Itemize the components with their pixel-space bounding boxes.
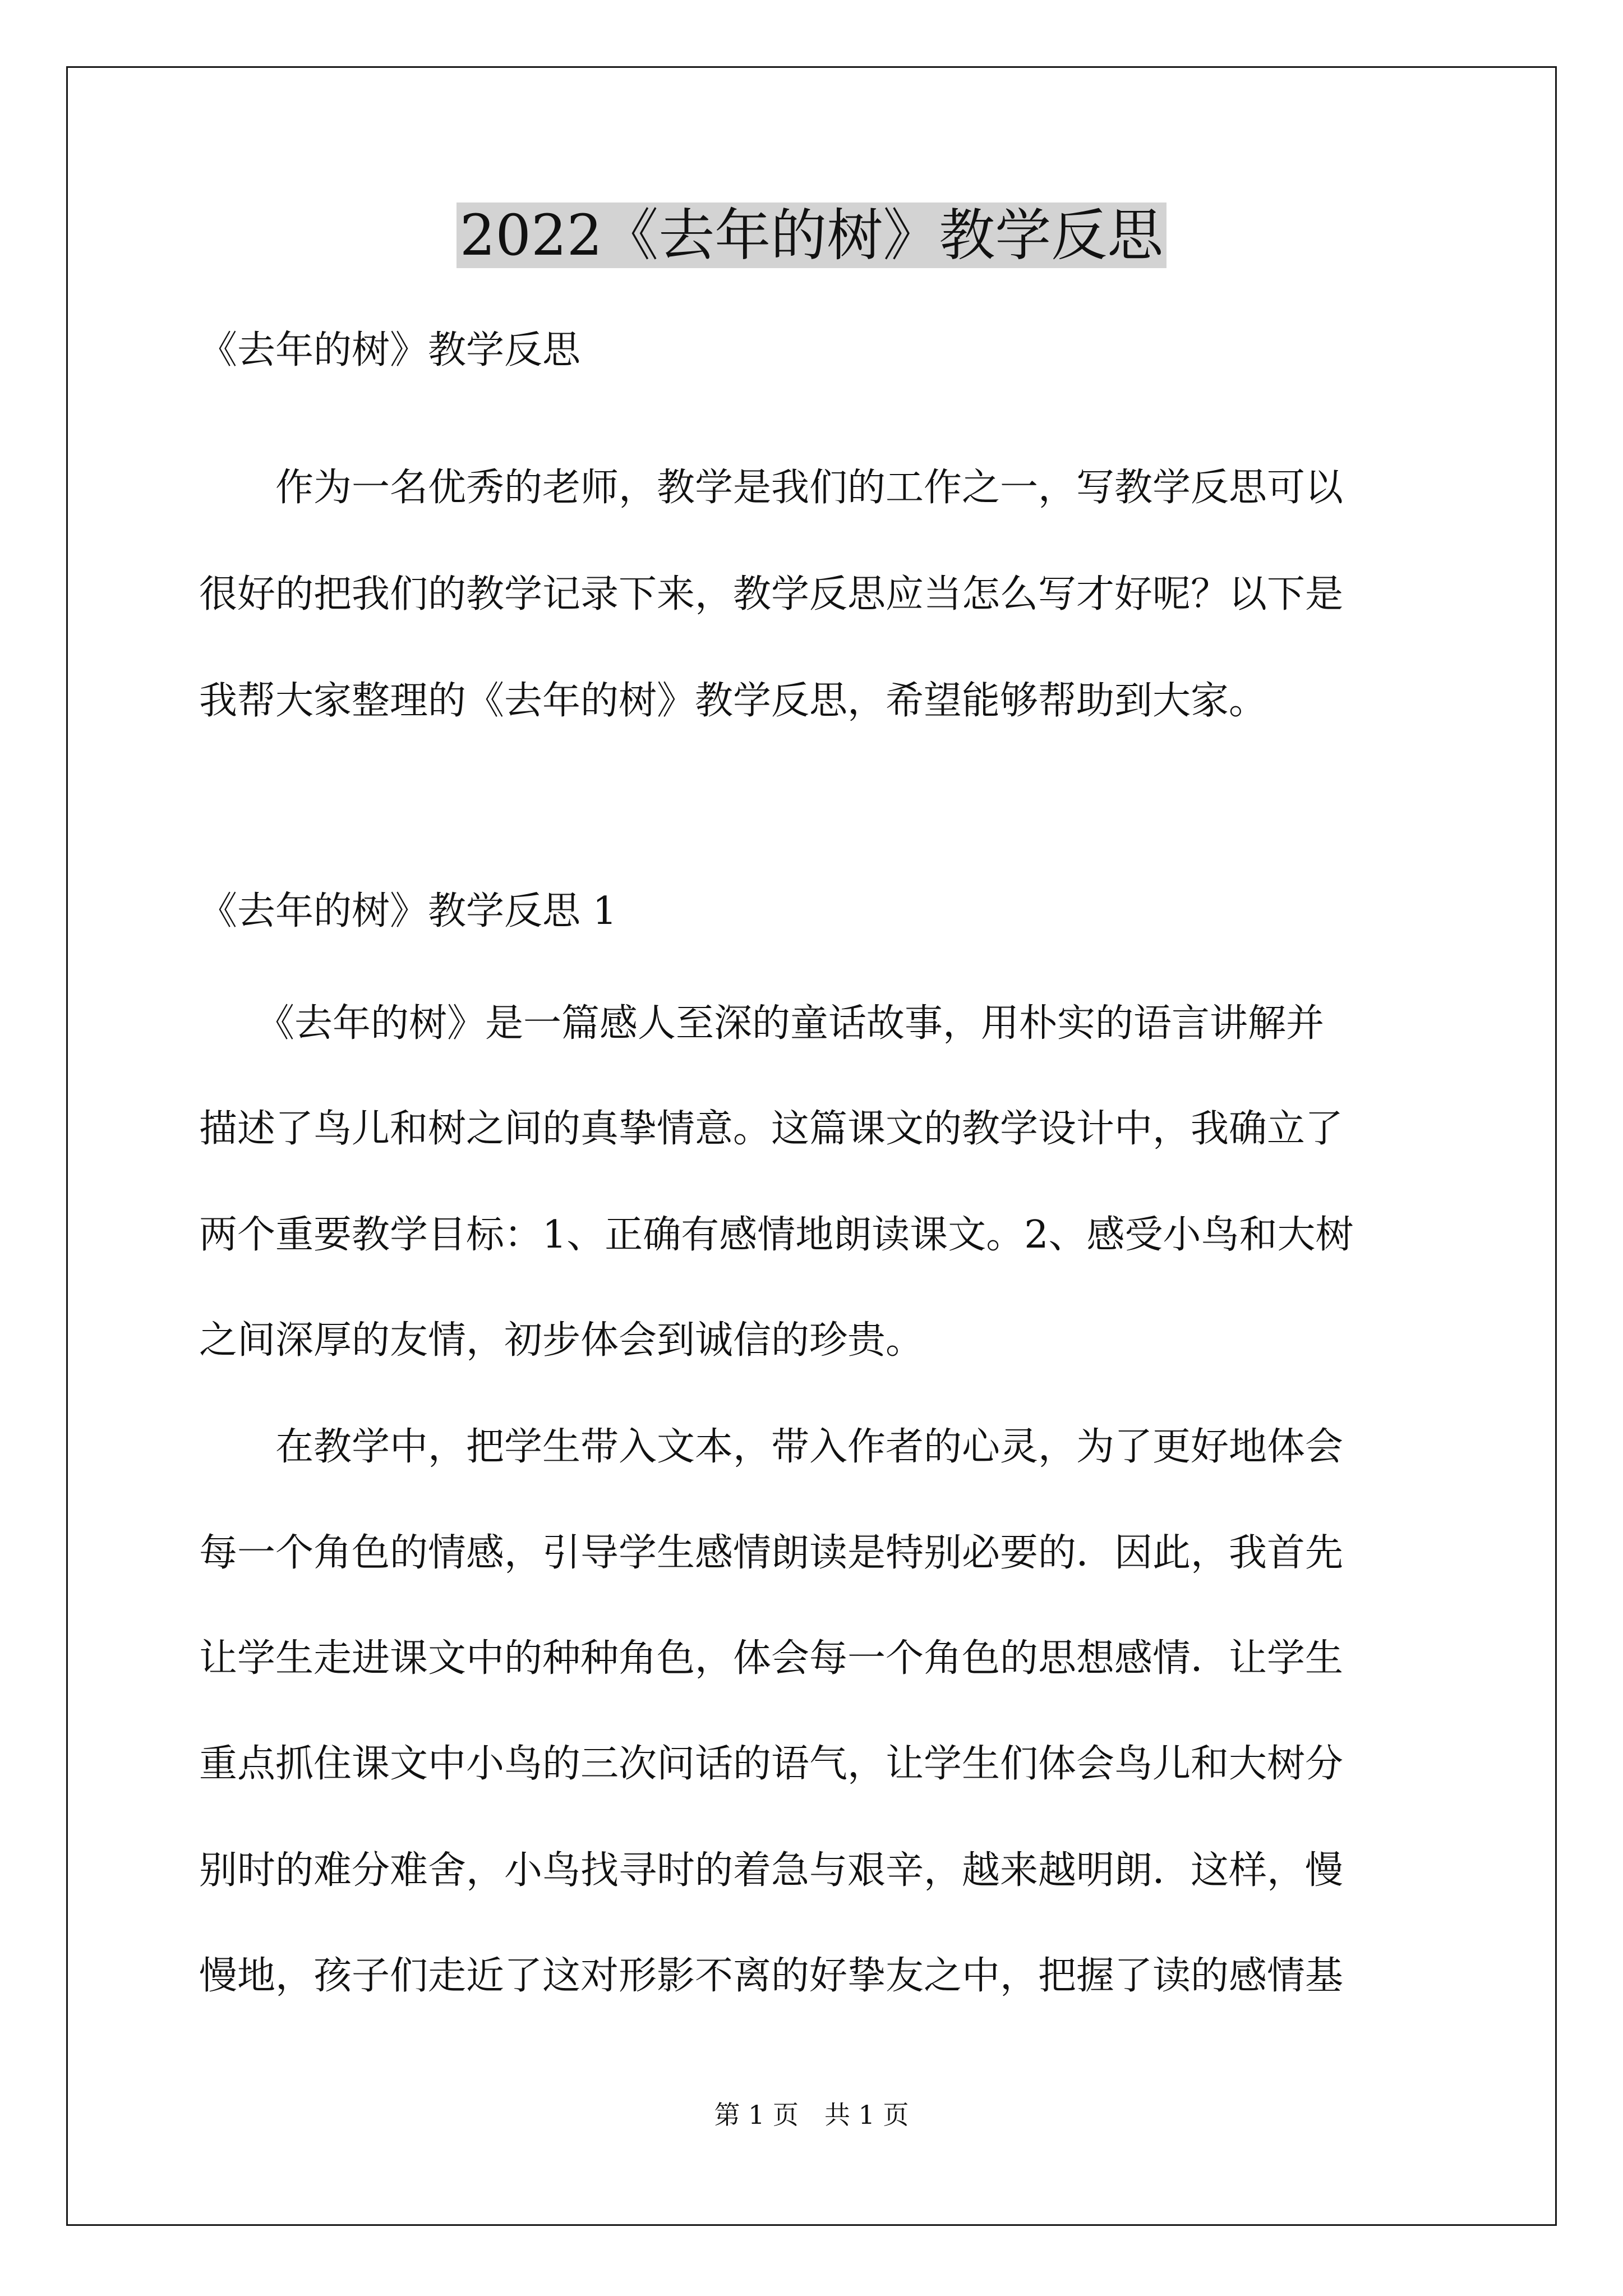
section-heading: 《去年的树》教学反思 1 bbox=[199, 889, 617, 933]
paragraph-line: 让学生走进课文中的种种角色，体会每一个角色的思想感情．让学生 bbox=[199, 1636, 1344, 1681]
paragraph-line: 之间深厚的友情，初步体会到诚信的珍贵。 bbox=[199, 1318, 924, 1363]
document-title-text: 2022《去年的树》教学反思 bbox=[457, 203, 1167, 268]
paragraph-line: 作为一名优秀的老师，教学是我们的工作之一，写教学反思可以 bbox=[199, 466, 1344, 510]
paragraph-line: 《去年的树》是一篇感人至深的童话故事，用朴实的语言讲解并 bbox=[199, 1001, 1325, 1046]
paragraph-line: 两个重要教学目标：1、正确有感情地朗读课文。2、感受小鸟和大树 bbox=[199, 1213, 1354, 1257]
paragraph-line: 在教学中，把学生带入文本，带入作者的心灵，为了更好地体会 bbox=[199, 1425, 1344, 1469]
paragraph-line: 很好的把我们的教学记录下来，教学反思应当怎么写才好呢？以下是 bbox=[199, 572, 1344, 616]
paragraph-line: 别时的难分难舍，小鸟找寻时的着急与艰辛，越来越明朗．这样，慢 bbox=[199, 1848, 1344, 1893]
page-footer: 第 1 页 共 1 页 bbox=[714, 2100, 909, 2130]
document-title bbox=[0, 202, 1623, 269]
paragraph-line: 描述了鸟儿和树之间的真挚情意。这篇课文的教学设计中，我确立了 bbox=[199, 1107, 1344, 1151]
paragraph-line: 慢地，孩子们走近了这对形影不离的好挚友之中，把握了读的感情基 bbox=[199, 1954, 1344, 1998]
paragraph-line: 我帮大家整理的《去年的树》教学反思，希望能够帮助到大家。 bbox=[199, 679, 1267, 723]
intro-heading: 《去年的树》教学反思 bbox=[199, 328, 581, 372]
paragraph-line: 重点抓住课文中小鸟的三次问话的语气，让学生们体会鸟儿和大树分 bbox=[199, 1742, 1344, 1786]
paragraph-line: 每一个角色的情感，引导学生感情朗读是特别必要的．因此，我首先 bbox=[199, 1531, 1344, 1575]
